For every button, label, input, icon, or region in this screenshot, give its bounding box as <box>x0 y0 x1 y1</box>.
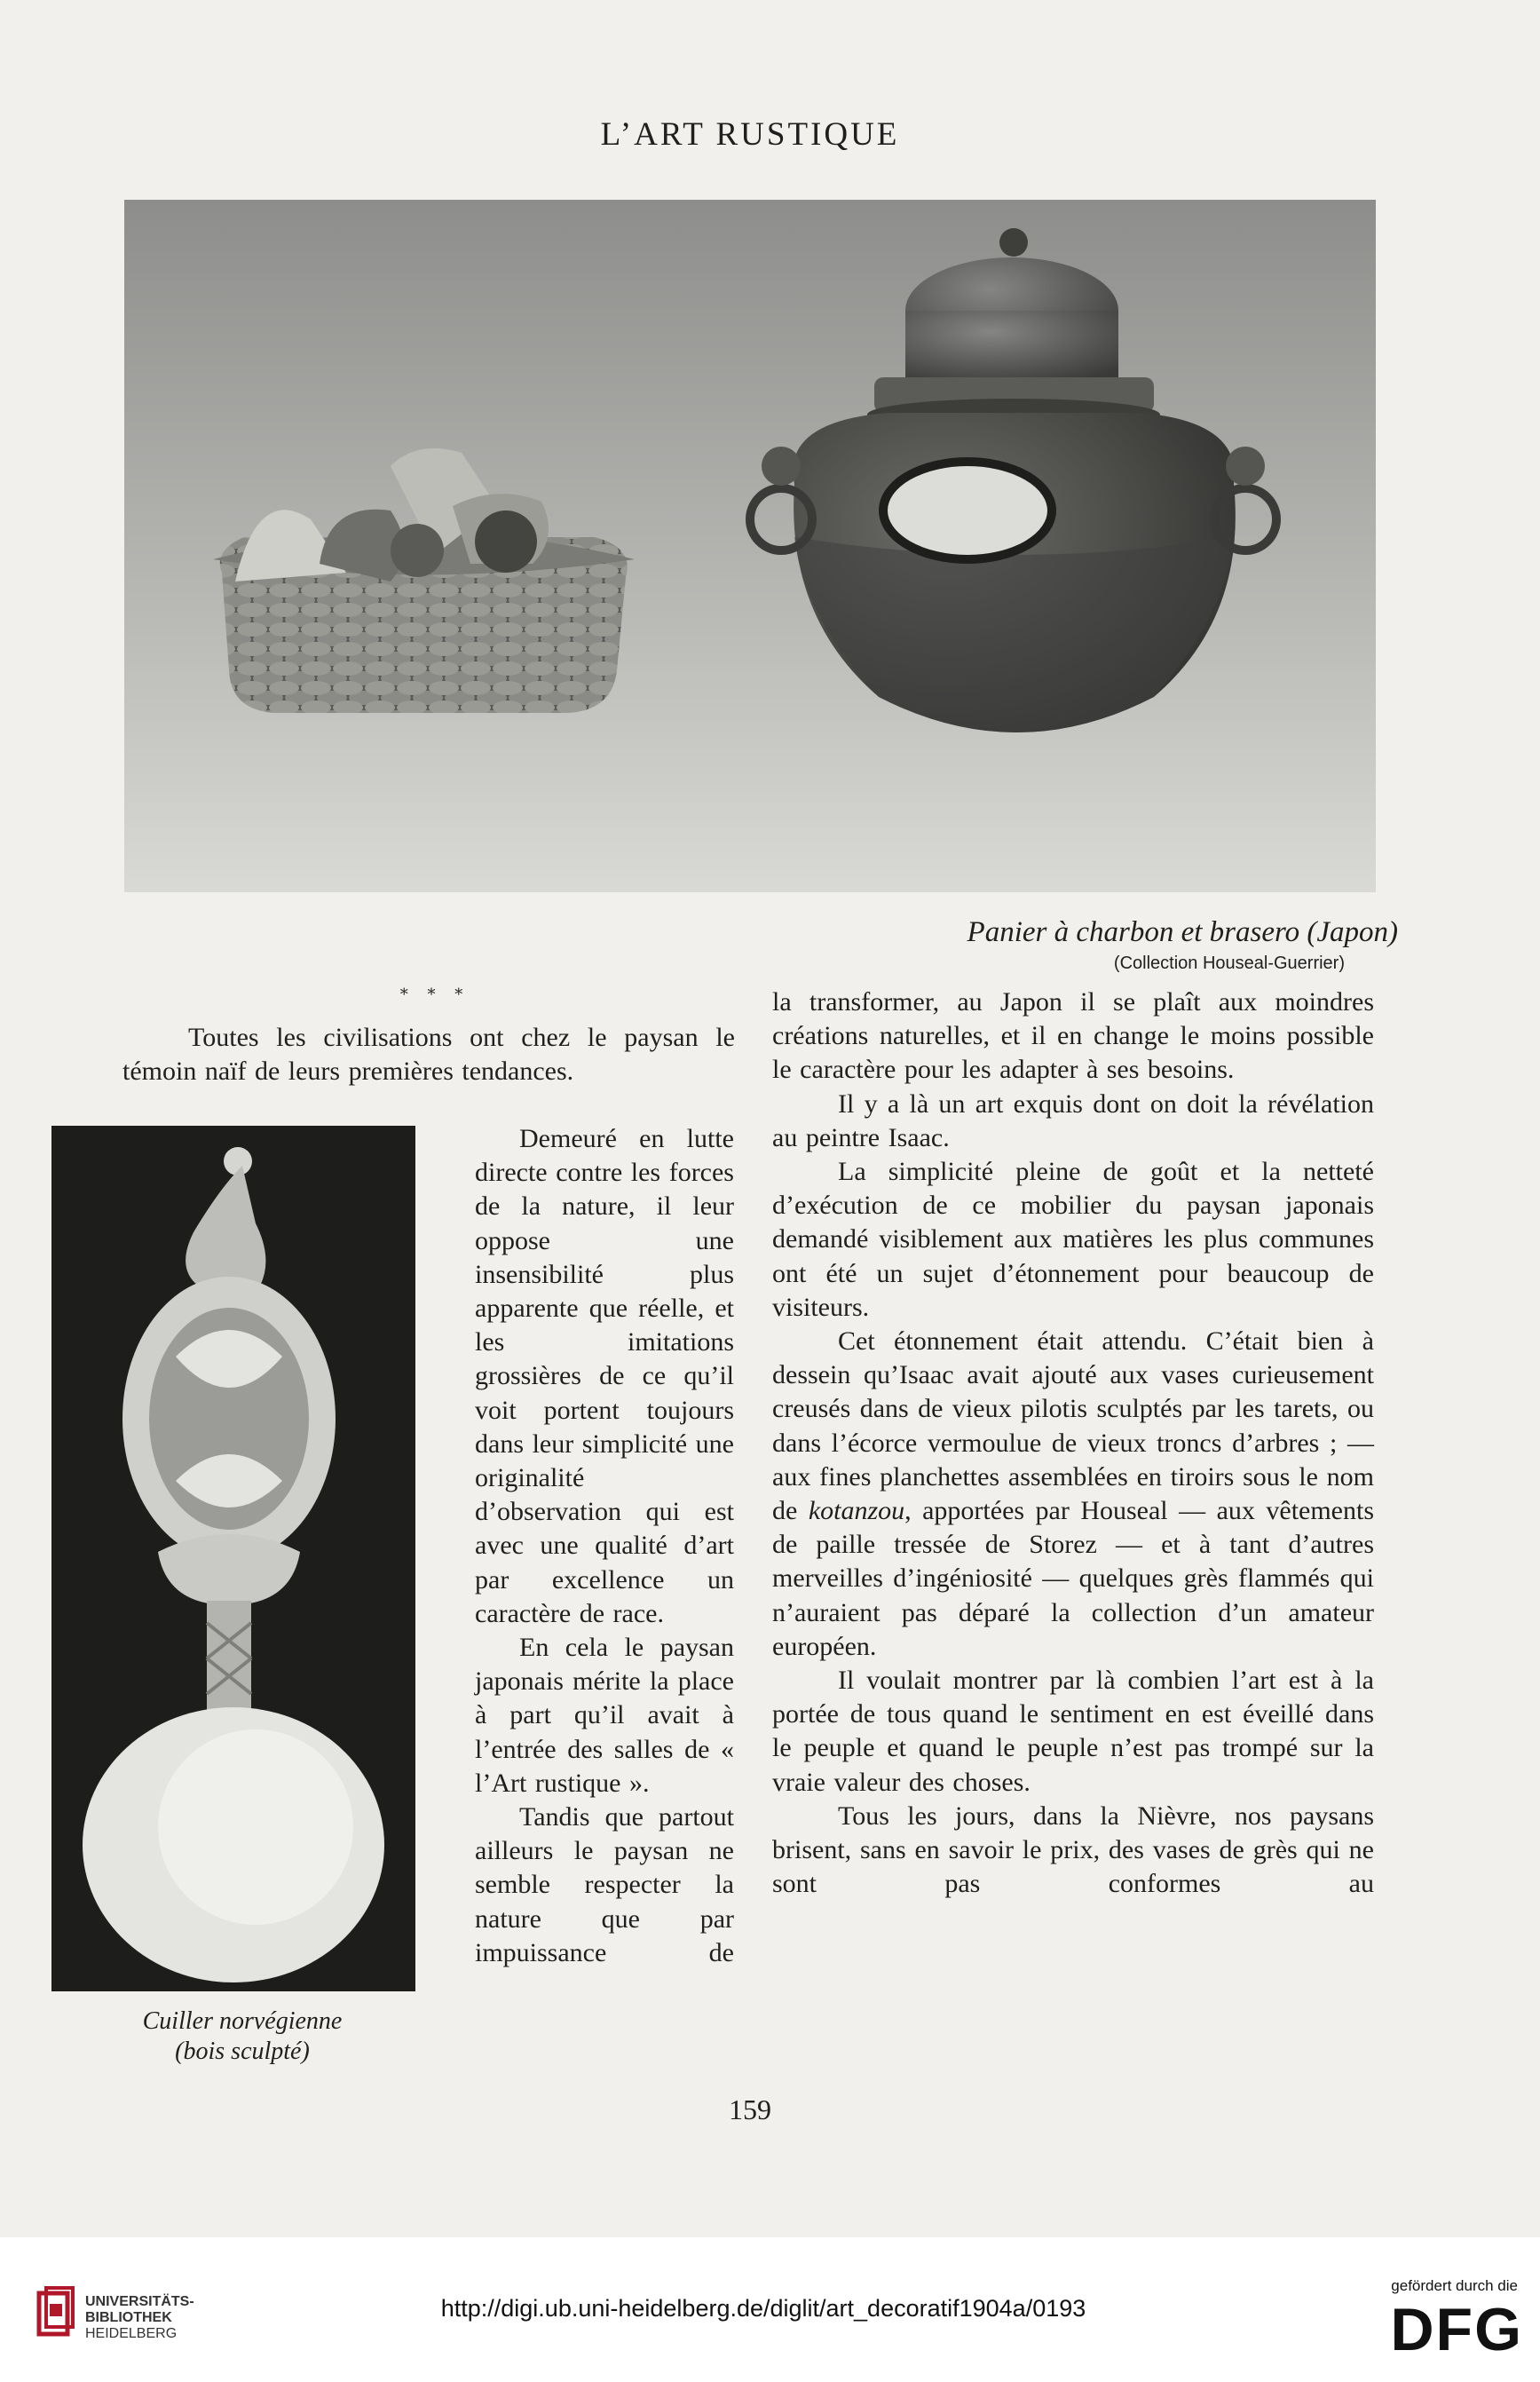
left-intro-block <box>122 1021 735 1088</box>
running-title: L’ART RUSTIQUE <box>600 116 900 153</box>
paragraph-art-exquis: Il y a là un art exquis dont on doit la révélation au peintre Isaac. <box>772 1088 1374 1152</box>
library-line-1: UNIVERSITÄTS- <box>85 2294 194 2309</box>
figure-credit: (Collection Houseal-Guerrier) <box>1113 954 1345 973</box>
paragraph-etonnement-end: , apportées par Houseal — aux vêtements de paille tressée de Storez — et à tant d’autres merveilles d’ingéniosité — quelques grès flammés qui n’auraient pas déparé la collection d’un amateur européen. <box>772 1496 1375 1661</box>
source-url-link[interactable]: http://digi.ub.uni-heidelberg.de/diglit/art_decoratif1904a/0193 <box>440 2295 1086 2322</box>
left-narrow-column <box>475 1122 734 1970</box>
spoon-caption-line2: (bois sculpté) <box>175 2038 310 2065</box>
dfg-logo: DFG <box>1390 2296 1523 2363</box>
term-kotanzou: kotanzou <box>808 1496 905 1526</box>
university-library-logo-icon <box>36 2286 76 2339</box>
page-number: 159 <box>729 2093 771 2125</box>
library-line-3: HEIDELBERG <box>85 2326 178 2341</box>
figure-caption-title: Panier à charbon et brasero (Japon) <box>967 916 1398 948</box>
right-column <box>772 985 1374 1901</box>
section-asterism: * * * <box>399 985 470 1004</box>
paragraph-simplicite: La simplicité pleine de goût et la netteté d’exécution de ce mobilier du paysan japonais demandé visiblement aux matières les plus communes ont été un sujet d’étonnement pour beaucoup de visiteurs. <box>772 1157 1374 1322</box>
spoon-caption-line1: Cuiller norvégienne <box>142 2007 343 2035</box>
library-line-2: BIBLIOTHEK <box>85 2310 172 2325</box>
paragraph-etonnement-start: Cet étonnement était attendu. C’était bien à dessein qu’Isaac avait ajouté aux vases curieusement creusés dans de vieux pilotis sculptés par les tarets, ou dans l’écorce vermoulue de vieux troncs d’arbres ; — aux fines planchettes assemblées en tiroirs sous le nom de <box>772 1326 1374 1526</box>
paragraph-nievre: Tous les jours, dans la Nièvre, nos paysans brisent, sans en savoir le prix, des vases de grès qui ne sont pas conformes au <box>772 1800 1374 1899</box>
paragraph-voulait: Il voulait montrer par là combien l’art est à la portée de tous quand le sentiment en est éveillé dans le peuple et quand le peuple n’est pas trompé sur la vraie valeur des choses. <box>772 1666 1374 1797</box>
funding-label: gefördert durch die <box>1391 2277 1518 2294</box>
paragraph-tandis: Tandis que partout ailleurs le paysan ne semble respecter la nature que par impuissance de <box>475 1802 734 1967</box>
spoon-caption <box>51 2006 433 2067</box>
university-library-name <box>85 2294 194 2342</box>
top-figure-caption <box>799 914 1398 977</box>
paragraph-demeure: Demeuré en lutte directe contre les forces de la nature, il leur oppose une insensibilité plus apparente que réelle, et les imitations grossières de ce qu’il voit portent toujours dans leur simplicité une originalité d’observation qui est avec une qualité d’art par excellence un caractère de race. <box>475 1124 734 1628</box>
intro-paragraph: Toutes les civilisations ont chez le paysan le témoin naïf de leurs premières tendances. <box>122 1023 735 1087</box>
paragraph-etonnement <box>772 1325 1374 1664</box>
basket-and-brazier-photo <box>124 200 1376 892</box>
carved-spoon-photo <box>51 1126 415 1991</box>
paragraph-transformer: la transformer, au Japon il se plaît aux moindres créations naturelles, et il en change le moins possible le caractère pour les adapter à ses besoins. <box>772 987 1374 1085</box>
paragraph-en-cela: En cela le paysan japonais mérite la place à part qu’il avait à l’entrée des salles de « l’Art rustique ». <box>475 1633 734 1798</box>
